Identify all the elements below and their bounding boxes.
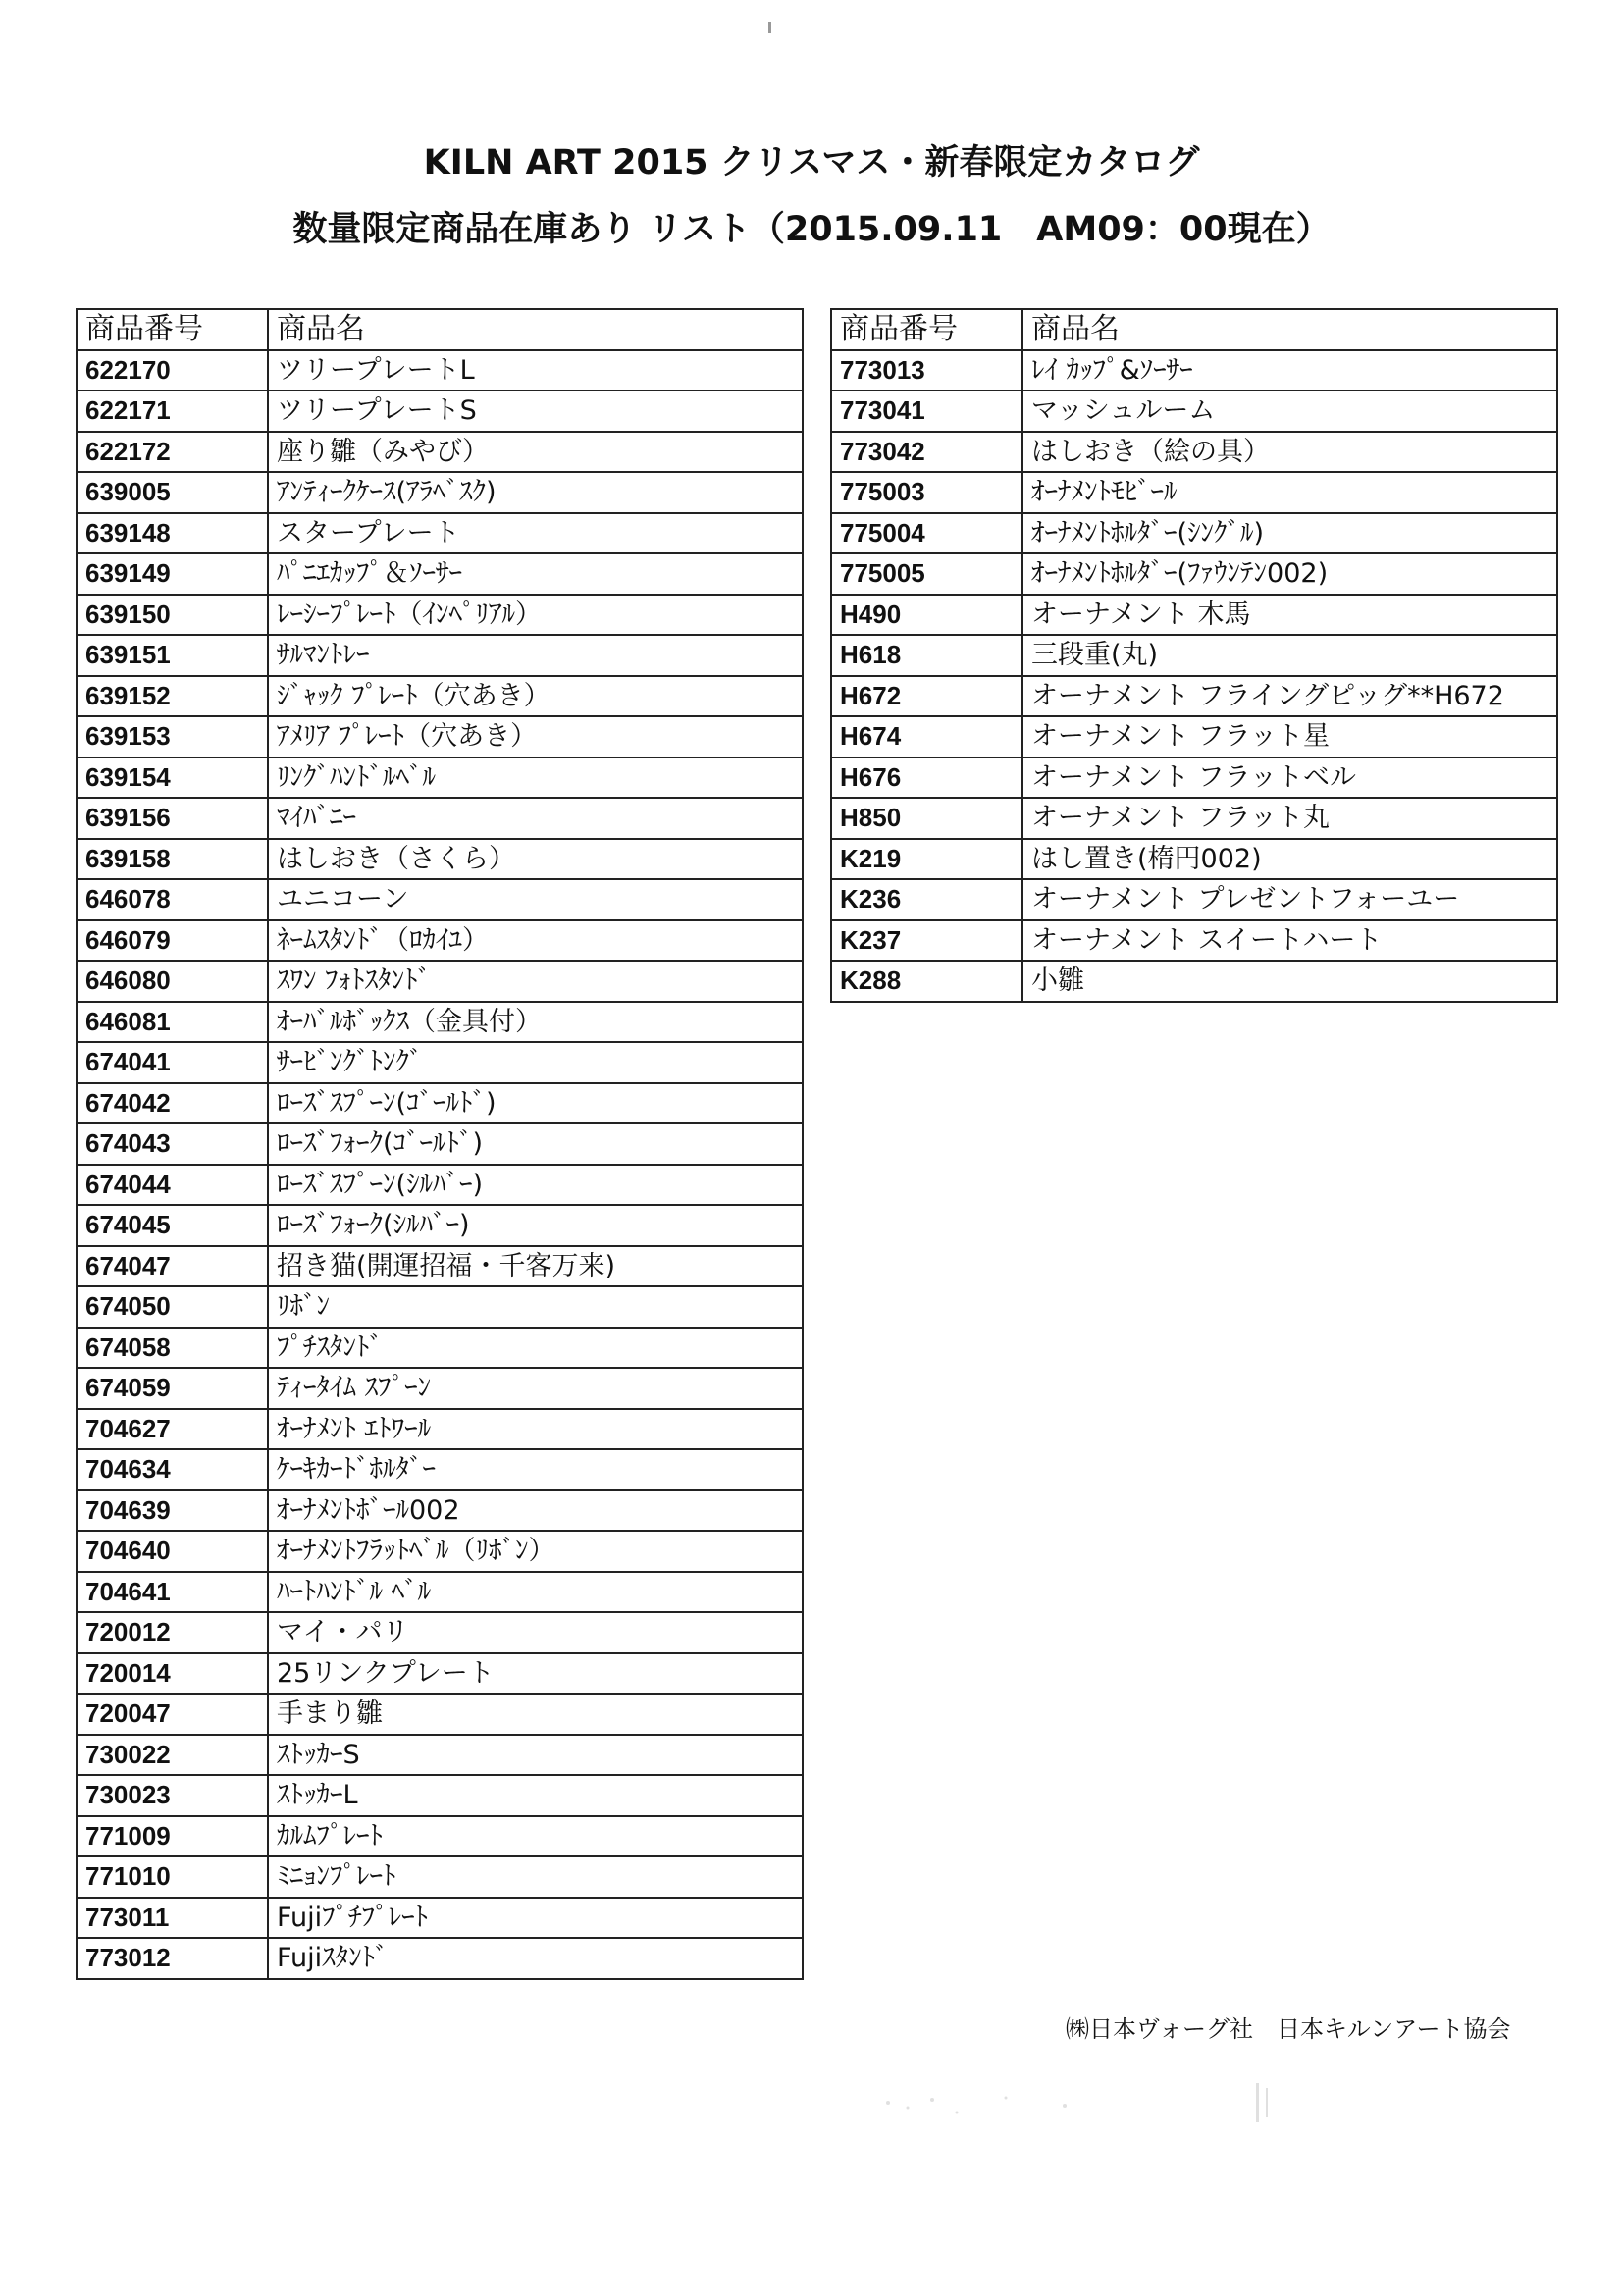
product-name-cell: はしおき（絵の具） — [1022, 432, 1557, 473]
product-name-cell: ｵｰﾅﾒﾝﾄﾓﾋﾞｰﾙ — [1022, 472, 1557, 513]
product-number-cell: K219 — [831, 839, 1022, 880]
product-number-cell: 775005 — [831, 553, 1022, 595]
product-number-cell: 730023 — [77, 1775, 268, 1816]
product-number-cell: 704639 — [77, 1490, 268, 1532]
table-row — [77, 1735, 803, 1776]
product-name-cell: スタープレート — [268, 513, 803, 554]
table-row — [831, 513, 1557, 554]
product-number-cell: 674044 — [77, 1165, 268, 1206]
page-subtitle: 数量限定商品在庫あり リスト（2015.09.11 AM09：00現在） — [292, 210, 1331, 249]
table-row — [77, 1368, 803, 1409]
table-row — [77, 513, 803, 554]
product-name-cell: ﾌﾟﾁｽﾀﾝﾄﾞ — [268, 1328, 803, 1369]
product-number-cell: 771010 — [77, 1856, 268, 1898]
product-name-cell: ﾊｰﾄﾊﾝﾄﾞﾙ ﾍﾞﾙ — [268, 1572, 803, 1613]
product-number-cell: 622171 — [77, 391, 268, 432]
table-row — [77, 1205, 803, 1246]
table-row — [77, 1328, 803, 1369]
product-name-cell: ユニコーン — [268, 879, 803, 920]
product-number-cell: 639150 — [77, 595, 268, 636]
scan-speck — [768, 22, 771, 33]
table-header-row — [831, 309, 1557, 350]
table-row — [831, 920, 1557, 962]
product-number-cell: K237 — [831, 920, 1022, 962]
product-name-cell: マイ・パリ — [268, 1612, 803, 1653]
table-row — [831, 432, 1557, 473]
product-name-cell: ｶﾙﾑﾌﾟﾚｰﾄ — [268, 1816, 803, 1857]
table-row — [77, 472, 803, 513]
table-row — [831, 472, 1557, 513]
table-row — [77, 1002, 803, 1043]
table-row — [77, 798, 803, 839]
table-row — [831, 391, 1557, 432]
product-number-cell: H618 — [831, 635, 1022, 676]
table-row — [77, 1612, 803, 1653]
product-number-cell: 704640 — [77, 1531, 268, 1572]
product-number-cell: H672 — [831, 676, 1022, 717]
table-row — [77, 879, 803, 920]
table-row — [77, 920, 803, 962]
product-number-cell: 775003 — [831, 472, 1022, 513]
header-product-number: 商品番号 — [77, 309, 268, 350]
table-row — [77, 839, 803, 880]
product-number-cell: 720047 — [77, 1694, 268, 1735]
product-number-cell: H490 — [831, 595, 1022, 636]
table-row — [831, 635, 1557, 676]
product-name-cell: ﾃｨｰﾀｲﾑ ｽﾌﾟｰﾝ — [268, 1368, 803, 1409]
product-name-cell: はし置き(楕円002) — [1022, 839, 1557, 880]
product-name-cell: ツリープレートL — [268, 350, 803, 391]
product-number-cell: 639158 — [77, 839, 268, 880]
table-row — [831, 716, 1557, 757]
product-name-cell: ﾘﾝｸﾞﾊﾝﾄﾞﾙﾍﾞﾙ — [268, 757, 803, 799]
product-number-cell: 622172 — [77, 432, 268, 473]
product-number-cell: 704627 — [77, 1409, 268, 1450]
product-number-cell: 674058 — [77, 1328, 268, 1369]
product-number-cell: 775004 — [831, 513, 1022, 554]
product-name-cell: ﾛｰｽﾞｽﾌﾟｰﾝ(ｺﾞｰﾙﾄﾞ) — [268, 1083, 803, 1124]
product-name-cell: ｻﾙﾏﾝﾄﾚｰ — [268, 635, 803, 676]
product-name-cell: 25リンクプレート — [268, 1653, 803, 1695]
product-name-cell: ｵｰﾅﾒﾝﾄﾎﾙﾀﾞｰ(ｼﾝｸﾞﾙ) — [1022, 513, 1557, 554]
product-name-cell: ﾐﾆｮﾝﾌﾟﾚｰﾄ — [268, 1856, 803, 1898]
table-header-row — [77, 309, 803, 350]
product-name-cell: オーナメント フラット丸 — [1022, 798, 1557, 839]
table-row — [77, 432, 803, 473]
table-row — [831, 839, 1557, 880]
product-number-cell: 646081 — [77, 1002, 268, 1043]
product-number-cell: 674041 — [77, 1042, 268, 1083]
product-number-cell: H676 — [831, 757, 1022, 799]
table-row — [77, 350, 803, 391]
product-number-cell: 720012 — [77, 1612, 268, 1653]
product-number-cell: 674043 — [77, 1123, 268, 1165]
product-number-cell: 674047 — [77, 1246, 268, 1287]
product-number-cell: 674059 — [77, 1368, 268, 1409]
product-name-cell: Fujiﾌﾟﾁﾌﾟﾚｰﾄ — [268, 1898, 803, 1939]
table-row — [77, 635, 803, 676]
table-row — [831, 961, 1557, 1002]
table-row — [77, 1042, 803, 1083]
table-row — [77, 1490, 803, 1532]
product-name-cell: はしおき（さくら） — [268, 839, 803, 880]
table-row — [77, 1938, 803, 1979]
stock-table-right — [830, 308, 1558, 1003]
product-number-cell: 730022 — [77, 1735, 268, 1776]
product-number-cell: 674045 — [77, 1205, 268, 1246]
table-row — [831, 350, 1557, 391]
table-row — [77, 1246, 803, 1287]
header-product-number: 商品番号 — [831, 309, 1022, 350]
product-name-cell: ﾏｲﾊﾞﾆｰ — [268, 798, 803, 839]
product-number-cell: 674050 — [77, 1286, 268, 1328]
table-row — [831, 757, 1557, 799]
header-product-name: 商品名 — [268, 309, 803, 350]
table-row — [77, 757, 803, 799]
product-number-cell: 639148 — [77, 513, 268, 554]
product-name-cell: 手まり雛 — [268, 1694, 803, 1735]
product-number-cell: 773012 — [77, 1938, 268, 1979]
product-number-cell: 773013 — [831, 350, 1022, 391]
product-name-cell: ツリープレートS — [268, 391, 803, 432]
product-name-cell: 小雛 — [1022, 961, 1557, 1002]
product-number-cell: 639152 — [77, 676, 268, 717]
product-name-cell: マッシュルーム — [1022, 391, 1557, 432]
product-number-cell: 639156 — [77, 798, 268, 839]
product-name-cell: 招き猫(開運招福・千客万来) — [268, 1246, 803, 1287]
product-name-cell: オーナメント フラット星 — [1022, 716, 1557, 757]
product-name-cell: ﾛｰｽﾞｽﾌﾟｰﾝ(ｼﾙﾊﾞｰ) — [268, 1165, 803, 1206]
table-row — [77, 391, 803, 432]
product-name-cell: ﾚｲ ｶｯﾌﾟ&ｿｰｻｰ — [1022, 350, 1557, 391]
page-title: KILN ART 2015 クリスマス・新春限定カタログ — [423, 143, 1200, 183]
table-row — [77, 1898, 803, 1939]
product-name-cell: ｼﾞｬｯｸ ﾌﾟﾚｰﾄ（穴あき） — [268, 676, 803, 717]
product-name-cell: オーナメント スイートハート — [1022, 920, 1557, 962]
product-name-cell: 三段重(丸) — [1022, 635, 1557, 676]
table-row — [77, 1449, 803, 1490]
product-name-cell: ｹｰｷｶｰﾄﾞﾎﾙﾀﾞｰ — [268, 1449, 803, 1490]
product-number-cell: 639154 — [77, 757, 268, 799]
product-name-cell: ﾚｰｼｰﾌﾟﾚｰﾄ（ｲﾝﾍﾟﾘｱﾙ） — [268, 595, 803, 636]
product-name-cell: 座り雛（みやび） — [268, 432, 803, 473]
table-row — [77, 1409, 803, 1450]
product-number-cell: H674 — [831, 716, 1022, 757]
table-row — [831, 879, 1557, 920]
table-row — [831, 553, 1557, 595]
product-name-cell: オーナメント フライングピッグ**H672 — [1022, 676, 1557, 717]
product-number-cell: 773011 — [77, 1898, 268, 1939]
product-name-cell: ｵｰﾅﾒﾝﾄ ｴﾄﾜｰﾙ — [268, 1409, 803, 1450]
product-name-cell: ｽﾜﾝ ﾌｫﾄｽﾀﾝﾄﾞ — [268, 961, 803, 1002]
table-row — [831, 595, 1557, 636]
product-name-cell: オーナメント 木馬 — [1022, 595, 1557, 636]
publisher-credit: ㈱日本ヴォーグ社 日本キルンアート協会 — [1066, 2015, 1511, 2043]
product-number-cell: 646078 — [77, 879, 268, 920]
product-name-cell: ﾛｰｽﾞﾌｫｰｸ(ｺﾞｰﾙﾄﾞ) — [268, 1123, 803, 1165]
product-name-cell: ｱﾝﾃｨｰｸｹｰｽ(ｱﾗﾍﾞｽｸ) — [268, 472, 803, 513]
product-number-cell: 674042 — [77, 1083, 268, 1124]
product-number-cell: 773041 — [831, 391, 1022, 432]
table-row — [77, 553, 803, 595]
product-number-cell: K288 — [831, 961, 1022, 1002]
table-row — [77, 1083, 803, 1124]
product-number-cell: 646079 — [77, 920, 268, 962]
table-row — [77, 1123, 803, 1165]
table-row — [77, 676, 803, 717]
product-number-cell: 704634 — [77, 1449, 268, 1490]
product-name-cell: ﾛｰｽﾞﾌｫｰｸ(ｼﾙﾊﾞｰ) — [268, 1205, 803, 1246]
product-number-cell: 639153 — [77, 716, 268, 757]
table-row — [831, 676, 1557, 717]
product-number-cell: 639151 — [77, 635, 268, 676]
product-number-cell: 704641 — [77, 1572, 268, 1613]
product-name-cell: オーナメント フラットベル — [1022, 757, 1557, 799]
product-number-cell: 646080 — [77, 961, 268, 1002]
product-name-cell: ﾘﾎﾞﾝ — [268, 1286, 803, 1328]
product-name-cell: ﾊﾟﾆｴｶｯﾌﾟ＆ｿｰｻｰ — [268, 553, 803, 595]
product-number-cell: 622170 — [77, 350, 268, 391]
product-number-cell: 720014 — [77, 1653, 268, 1695]
table-row — [77, 595, 803, 636]
product-name-cell: オーナメント プレゼントフォーユー — [1022, 879, 1557, 920]
table-row — [77, 961, 803, 1002]
product-name-cell: ｵｰﾅﾒﾝﾄﾌﾗｯﾄﾍﾞﾙ（ﾘﾎﾞﾝ） — [268, 1531, 803, 1572]
table-row — [77, 1856, 803, 1898]
product-number-cell: K236 — [831, 879, 1022, 920]
product-number-cell: 773042 — [831, 432, 1022, 473]
product-name-cell: ｽﾄｯｶｰL — [268, 1775, 803, 1816]
product-number-cell: 639149 — [77, 553, 268, 595]
header-product-name: 商品名 — [1022, 309, 1557, 350]
product-number-cell: 639005 — [77, 472, 268, 513]
scan-smudge — [878, 2078, 1290, 2127]
product-name-cell: Fujiｽﾀﾝﾄﾞ — [268, 1938, 803, 1979]
product-name-cell: ｵｰﾅﾒﾝﾄﾎﾙﾀﾞｰ(ﾌｧｳﾝﾃﾝ002) — [1022, 553, 1557, 595]
product-name-cell: ｵｰﾊﾞﾙﾎﾞｯｸｽ（金具付） — [268, 1002, 803, 1043]
table-row — [77, 716, 803, 757]
product-name-cell: ｽﾄｯｶｰS — [268, 1735, 803, 1776]
table-row — [77, 1572, 803, 1613]
product-name-cell: ﾈｰﾑｽﾀﾝﾄﾞ（ﾛｶｲﾕ） — [268, 920, 803, 962]
product-number-cell: H850 — [831, 798, 1022, 839]
product-name-cell: ｻｰﾋﾞﾝｸﾞﾄﾝｸﾞ — [268, 1042, 803, 1083]
table-row — [77, 1531, 803, 1572]
table-row — [831, 798, 1557, 839]
table-row — [77, 1816, 803, 1857]
product-name-cell: ｱﾒﾘｱ ﾌﾟﾚｰﾄ（穴あき） — [268, 716, 803, 757]
table-row — [77, 1653, 803, 1695]
table-row — [77, 1775, 803, 1816]
product-number-cell: 771009 — [77, 1816, 268, 1857]
stock-table-left — [76, 308, 804, 1980]
table-row — [77, 1286, 803, 1328]
table-row — [77, 1694, 803, 1735]
table-row — [77, 1165, 803, 1206]
product-name-cell: ｵｰﾅﾒﾝﾄﾎﾞｰﾙ002 — [268, 1490, 803, 1532]
